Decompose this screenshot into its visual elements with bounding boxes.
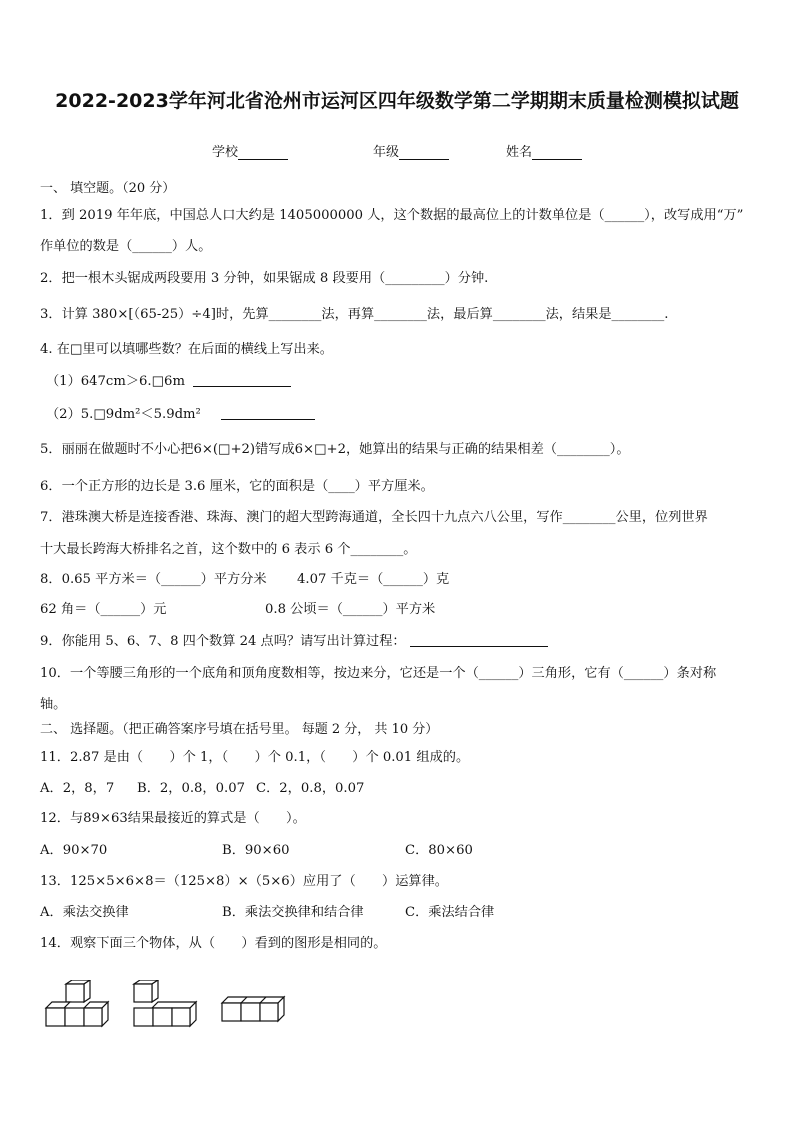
- question-13: 13．125×5×6×8＝（125×8）×（5×6）应用了（ ）运算律。: [40, 874, 448, 889]
- school-field: [212, 141, 288, 160]
- question-12-option-c[interactable]: C．80×60: [405, 843, 473, 858]
- name-blank[interactable]: [532, 145, 582, 160]
- question-11-option-a[interactable]: A．2，8，7: [40, 781, 115, 796]
- grade-blank[interactable]: [399, 145, 449, 160]
- question-4-part-1: [46, 372, 758, 392]
- question-8-part-d: 0.8 公顷＝（______）平方米: [265, 602, 436, 617]
- name-field: [506, 141, 582, 160]
- question-7-line-2: 十大最长跨海大桥排名之首，这个数中的 6 表示 6 个________。: [40, 542, 417, 557]
- question-4-part-2-text: （2）5.□9dm²＜5.9dm²: [46, 407, 201, 422]
- page-title: 2022-2023学年河北省沧州市运河区四年级数学第二学期期末质量检测模拟试题: [55, 90, 739, 112]
- question-8-part-c: 62 角＝（______）元: [40, 602, 167, 617]
- section-fill-in: 一、 填空题。（20 分）: [40, 181, 176, 196]
- grade-label: 年级: [373, 145, 400, 160]
- question-13-option-a[interactable]: A．乘法交换律: [40, 905, 129, 920]
- question-12-option-a[interactable]: A．90×70: [40, 843, 108, 858]
- question-4-part-2-blank[interactable]: [221, 405, 315, 420]
- grade-field: [373, 141, 449, 160]
- question-10-line-1: 10．一个等腰三角形的一个底角和顶角度数相等，按边来分，它还是一个（______）三角形，它有（______）条对称: [40, 666, 717, 681]
- question-12: 12．与89×63结果最接近的算式是（ ）。: [40, 811, 306, 826]
- section-multiple-choice: 二、 选择题。（把正确答案序号填在括号里。 每题 2 分， 共 10 分）: [40, 722, 439, 737]
- question-11: 11．2.87 是由（ ）个 1，（ ）个 0.1，（ ）个 0.01 组成的。: [40, 750, 470, 765]
- question-7-line-1: 7．港珠澳大桥是连接香港、珠海、澳门的超大型跨海通道，全长四十九点六八公里，写作________公里，位列世界: [40, 510, 708, 525]
- question-13-option-b[interactable]: B．乘法交换律和结合律: [222, 905, 364, 920]
- question-14: 14．观察下面三个物体，从（ ）看到的图形是相同的。: [40, 936, 387, 951]
- question-4-part-1-text: （1）647cm＞6.□6m: [46, 374, 185, 389]
- question-6: 6．一个正方形的边长是 3.6 厘米，它的面积是（____）平方厘米。: [40, 479, 434, 494]
- question-9: [40, 632, 758, 652]
- question-11-option-c[interactable]: C．2，0.8，0.07: [256, 781, 365, 796]
- question-9-text: 9．你能用 5、6、7、8 四个数算 24 点吗？请写出计算过程：: [40, 634, 406, 649]
- question-8-part-b: 4.07 千克＝（______）克: [297, 572, 450, 587]
- cube-figure-1: [44, 980, 110, 1028]
- question-11-option-b[interactable]: B．2，0.8，0.07: [137, 781, 245, 796]
- question-5: 5．丽丽在做题时不小心把6×(□+2)错写成6×□+2，她算出的结果与正确的结果相差（________）。: [40, 442, 630, 457]
- school-label: 学校: [212, 145, 239, 160]
- cube-figure-3: [220, 995, 286, 1027]
- question-4: 4. 在□里可以填哪些数？在后面的横线上写出来。: [40, 342, 333, 357]
- question-12-option-b[interactable]: B．90×60: [222, 843, 290, 858]
- question-9-blank[interactable]: [410, 632, 548, 647]
- question-13-option-c[interactable]: C．乘法结合律: [405, 905, 495, 920]
- question-1-line-1: 1．到 2019 年年底，中国总人口大约是 1405000000 人，这个数据的最高位上的计数单位是（______），改写成用“万”: [40, 208, 744, 223]
- school-blank[interactable]: [238, 145, 288, 160]
- question-2: 2．把一根木头锯成两段要用 3 分钟，如果锯成 8 段要用（_________）分钟.: [40, 271, 489, 286]
- question-8-part-a: 8．0.65 平方米＝（______）平方分米: [40, 572, 267, 587]
- question-10-line-2: 轴。: [40, 697, 67, 712]
- question-3: 3．计算 380×[（65-25）÷4]时，先算________法，再算________法，最后算________法，结果是________.: [40, 307, 669, 322]
- question-1-line-2: 作单位的数是（______）人。: [40, 239, 212, 254]
- question-4-part-1-blank[interactable]: [193, 372, 291, 387]
- question-4-part-2: [46, 405, 758, 425]
- name-label: 姓名: [506, 145, 533, 160]
- cube-figure-2: [132, 980, 198, 1028]
